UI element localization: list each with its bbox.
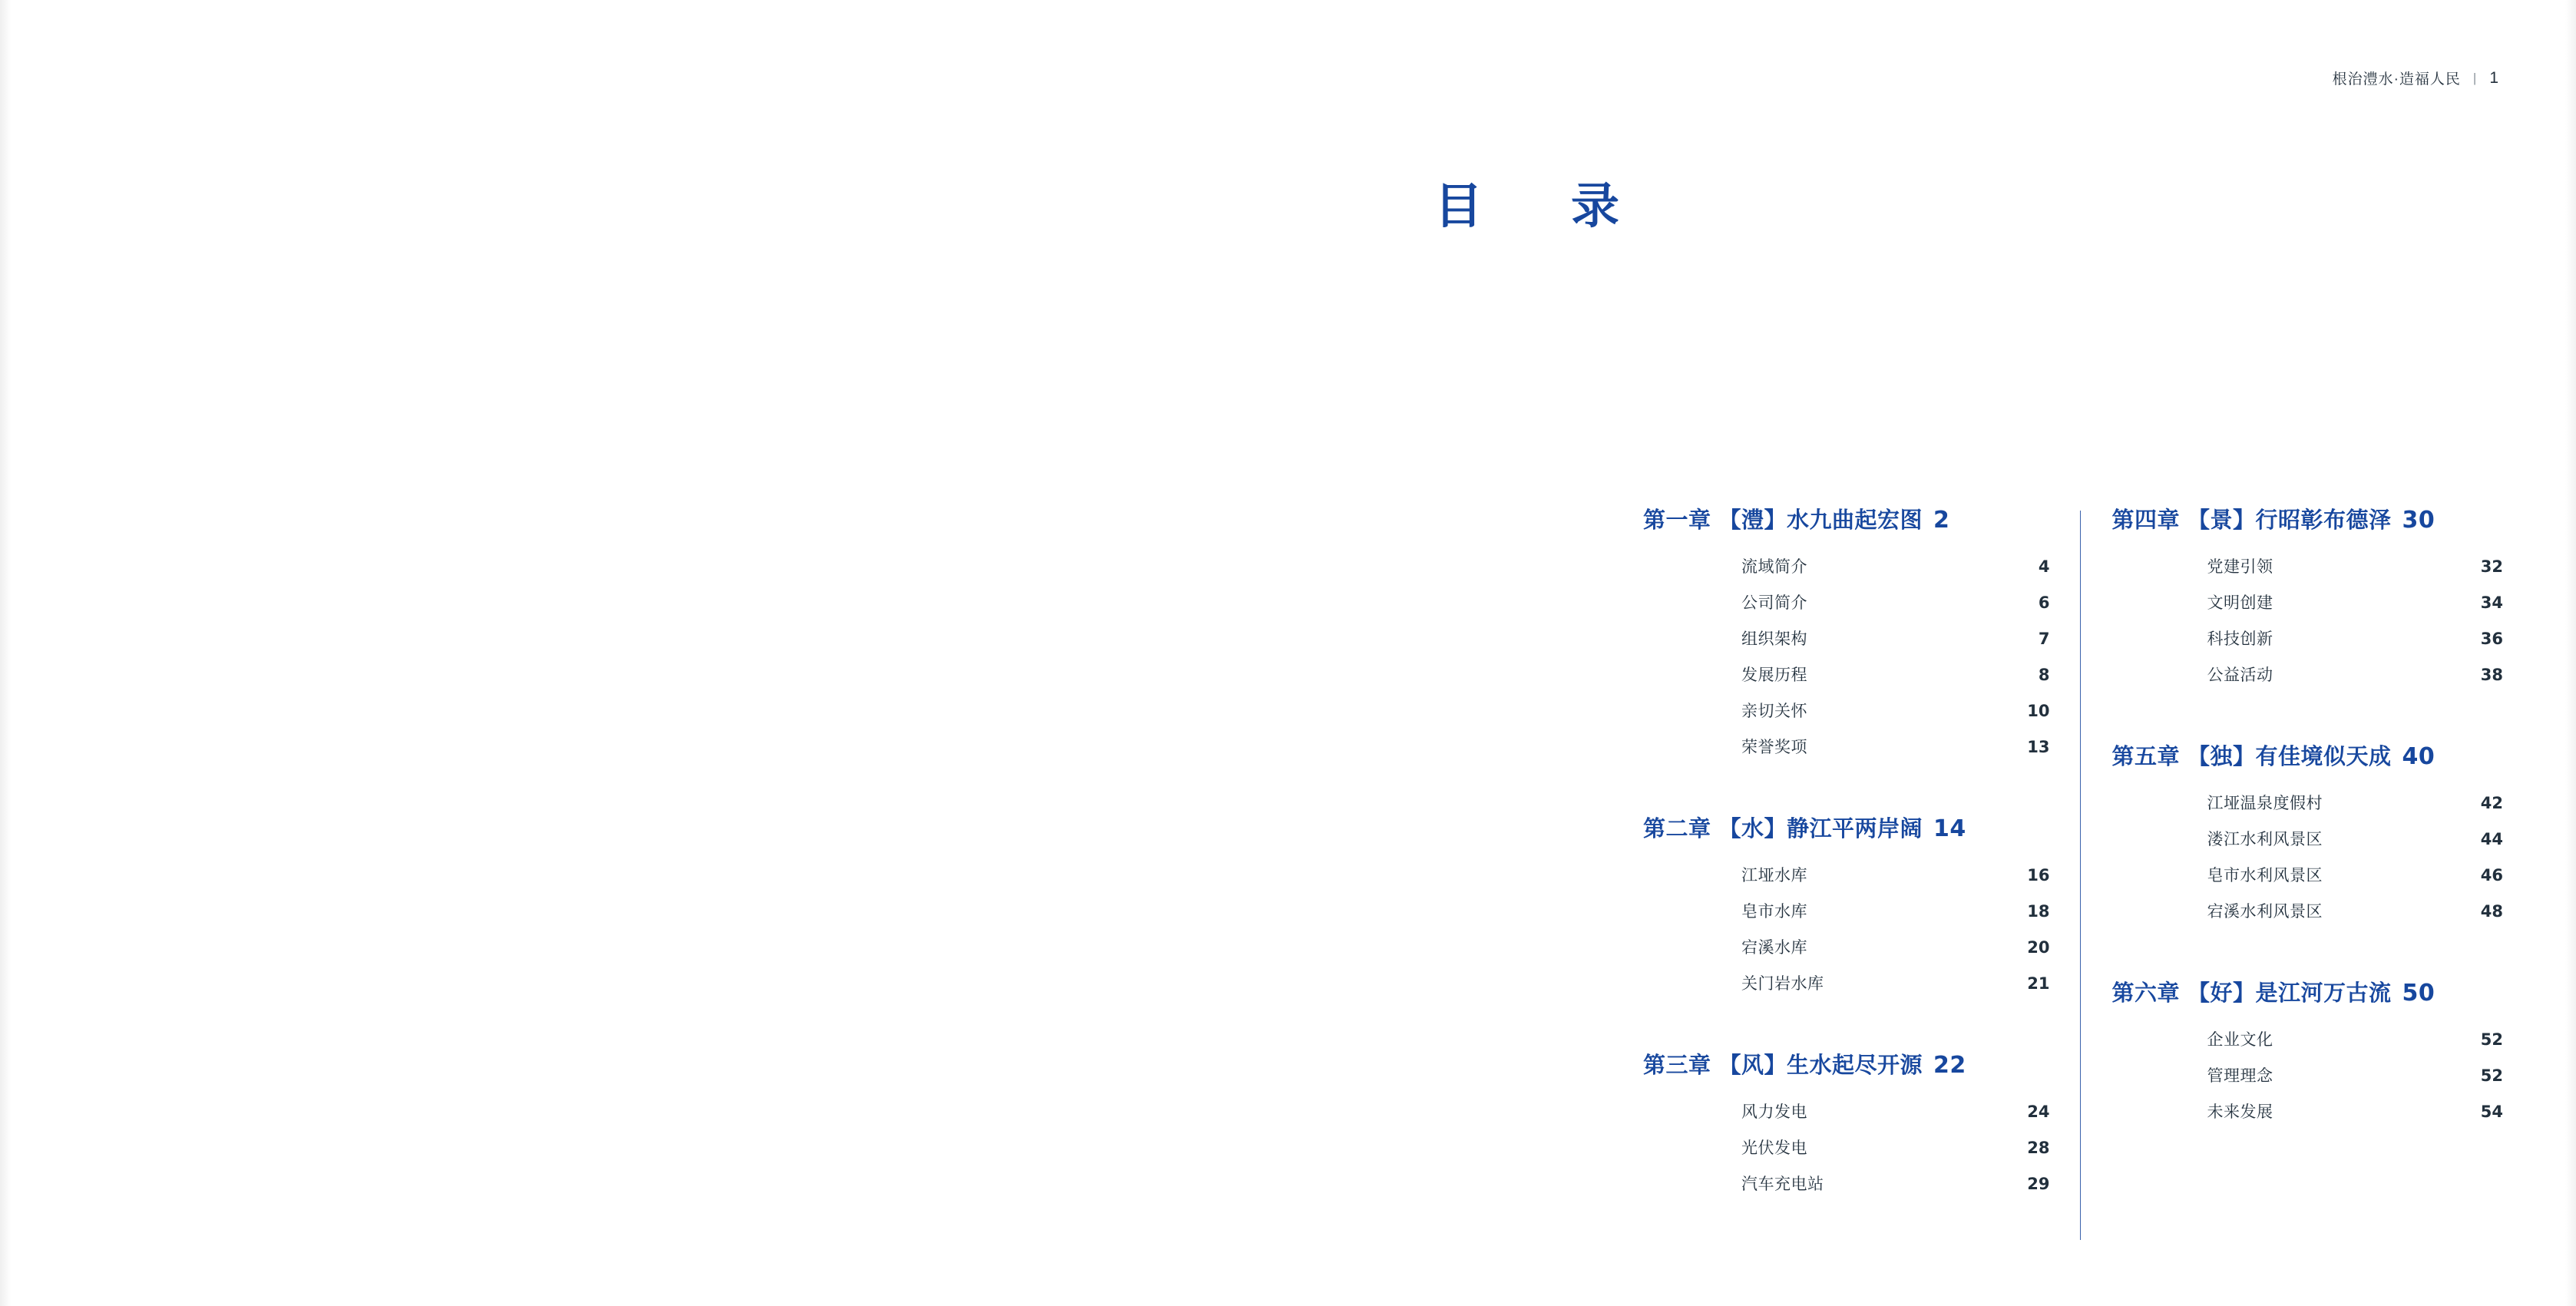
- list-item[interactable]: [1643, 1136, 2049, 1159]
- list-item[interactable]: [2111, 827, 2503, 850]
- list-item[interactable]: [2111, 863, 2503, 886]
- toc-columns: [1643, 503, 2503, 1240]
- chapter-title: 【独】有佳境似天成: [2187, 743, 2392, 769]
- entry-page: 36: [2480, 630, 2503, 648]
- list-item[interactable]: [2111, 1063, 2503, 1086]
- toc-column-right: [2111, 503, 2503, 1240]
- entry-label: 组织架构: [1741, 630, 1807, 648]
- chapter-number: 第三章: [1643, 1052, 1711, 1078]
- entry-page: 8: [2038, 666, 2050, 684]
- running-title: 根治澧水·造福人民: [2332, 71, 2461, 88]
- column-divider: [2080, 511, 2081, 1240]
- list-item[interactable]: [1643, 1172, 2049, 1195]
- entry-page: 18: [2027, 902, 2050, 921]
- list-item[interactable]: [2111, 590, 2503, 613]
- entry-page: 20: [2027, 938, 2050, 957]
- chapter-entries: [1643, 1099, 2049, 1195]
- entry-label: 宕溪水库: [1741, 938, 1807, 957]
- entry-page: 42: [2480, 794, 2503, 812]
- entry-page: 54: [2480, 1103, 2503, 1121]
- chapter-title: 【水】静江平两岸阔: [1718, 815, 1923, 841]
- list-item[interactable]: [1643, 554, 2049, 577]
- chapter-heading[interactable]: [1643, 503, 2049, 534]
- entry-label: 公益活动: [2207, 666, 2273, 684]
- chapter-number: 第一章: [1643, 507, 1711, 533]
- list-item[interactable]: [2111, 899, 2503, 922]
- entry-label: 江垭温泉度假村: [2207, 794, 2323, 812]
- chapter-page: 14: [1933, 815, 1966, 842]
- chapter-entries: [2111, 791, 2503, 922]
- entry-label: 皂市水库: [1741, 902, 1807, 921]
- entry-label: 流域简介: [1741, 557, 1807, 576]
- page-right-edge-shadow: [2565, 0, 2576, 1306]
- entry-label: 荣誉奖项: [1741, 738, 1807, 756]
- chapter-number: 第五章: [2111, 743, 2180, 769]
- chapter-title: 【澧】水九曲起宏图: [1718, 507, 1923, 533]
- entry-page: 13: [2027, 738, 2050, 756]
- entry-label: 溇江水利风景区: [2207, 830, 2323, 848]
- chapter-heading[interactable]: [2111, 503, 2503, 534]
- entry-page: 24: [2027, 1103, 2050, 1121]
- chapter-page: 40: [2402, 743, 2435, 770]
- toc-chapter: [1643, 812, 2049, 994]
- toc-chapter: [1643, 1048, 2049, 1195]
- list-item[interactable]: [1643, 935, 2049, 958]
- entry-label: 亲切关怀: [1741, 702, 1807, 720]
- chapter-entries: [1643, 863, 2049, 994]
- entry-page: 32: [2480, 557, 2503, 576]
- entry-page: 28: [2027, 1139, 2050, 1157]
- chapter-title: 【景】行昭彰布德泽: [2187, 507, 2392, 533]
- toc-column-left: [1643, 503, 2049, 1240]
- toc-chapter: [2111, 976, 2503, 1122]
- entry-page: 10: [2027, 702, 2050, 720]
- list-item[interactable]: [1643, 663, 2049, 686]
- chapter-entries: [2111, 554, 2503, 686]
- chapter-heading[interactable]: [2111, 976, 2503, 1007]
- chapter-page: 2: [1933, 507, 1950, 534]
- chapter-heading[interactable]: [2111, 739, 2503, 771]
- entry-label: 汽车充电站: [1741, 1175, 1824, 1193]
- entry-page: 4: [2038, 557, 2050, 576]
- list-item[interactable]: [2111, 1099, 2503, 1122]
- header-page-number: 1: [2489, 68, 2499, 87]
- entry-label: 文明创建: [2207, 593, 2273, 612]
- list-item[interactable]: [1643, 735, 2049, 758]
- list-item[interactable]: [1643, 899, 2049, 922]
- entry-label: 党建引领: [2207, 557, 2273, 576]
- list-item[interactable]: [1643, 699, 2049, 722]
- entry-page: 52: [2480, 1066, 2503, 1085]
- chapter-number: 第二章: [1643, 815, 1711, 841]
- chapter-entries: [1643, 554, 2049, 758]
- list-item[interactable]: [2111, 627, 2503, 650]
- list-item[interactable]: [2111, 791, 2503, 814]
- entry-page: 52: [2480, 1030, 2503, 1049]
- list-item[interactable]: [2111, 1027, 2503, 1050]
- chapter-title: 【好】是江河万古流: [2187, 980, 2392, 1006]
- entry-label: 企业文化: [2207, 1030, 2273, 1049]
- chapter-heading[interactable]: [1643, 812, 2049, 843]
- toc-chapter: [1643, 503, 2049, 758]
- list-item[interactable]: [1643, 627, 2049, 650]
- list-item[interactable]: [2111, 663, 2503, 686]
- chapter-number: 第四章: [2111, 507, 2180, 533]
- entry-label: 风力发电: [1741, 1103, 1807, 1121]
- chapter-entries: [2111, 1027, 2503, 1122]
- running-header: [2333, 68, 2499, 88]
- chapter-page: 50: [2402, 980, 2435, 1007]
- entry-page: 16: [2027, 866, 2050, 884]
- chapter-heading[interactable]: [1643, 1048, 2049, 1080]
- entry-label: 江垭水库: [1741, 866, 1807, 884]
- page-title: 目 录: [1434, 178, 1639, 234]
- chapter-number: 第六章: [2111, 980, 2180, 1006]
- entry-page: 7: [2038, 630, 2050, 648]
- entry-label: 发展历程: [1741, 666, 1807, 684]
- chapter-page: 30: [2402, 507, 2435, 534]
- toc-chapter: [2111, 503, 2503, 686]
- entry-page: 29: [2027, 1175, 2050, 1193]
- entry-page: 21: [2027, 974, 2050, 993]
- entry-page: 48: [2480, 902, 2503, 921]
- entry-label: 宕溪水利风景区: [2207, 902, 2323, 921]
- entry-label: 关门岩水库: [1741, 974, 1824, 993]
- entry-label: 未来发展: [2207, 1103, 2273, 1121]
- entry-page: 34: [2480, 593, 2503, 612]
- entry-page: 44: [2480, 830, 2503, 848]
- list-item[interactable]: [1643, 971, 2049, 994]
- entry-page: 38: [2480, 666, 2503, 684]
- entry-label: 公司简介: [1741, 593, 1807, 612]
- list-item[interactable]: [1643, 863, 2049, 886]
- entry-page: 6: [2038, 593, 2050, 612]
- chapter-page: 22: [1933, 1052, 1966, 1079]
- header-separator: |: [2472, 70, 2478, 85]
- toc-chapter: [2111, 739, 2503, 922]
- list-item[interactable]: [1643, 590, 2049, 613]
- entry-label: 光伏发电: [1741, 1139, 1807, 1157]
- page-left-edge-shadow: [0, 0, 11, 1306]
- entry-label: 管理理念: [2207, 1066, 2273, 1085]
- list-item[interactable]: [1643, 1099, 2049, 1122]
- entry-label: 皂市水利风景区: [2207, 866, 2323, 884]
- entry-page: 46: [2480, 866, 2503, 884]
- chapter-title: 【风】生水起尽开源: [1718, 1052, 1923, 1078]
- entry-label: 科技创新: [2207, 630, 2273, 648]
- list-item[interactable]: [2111, 554, 2503, 577]
